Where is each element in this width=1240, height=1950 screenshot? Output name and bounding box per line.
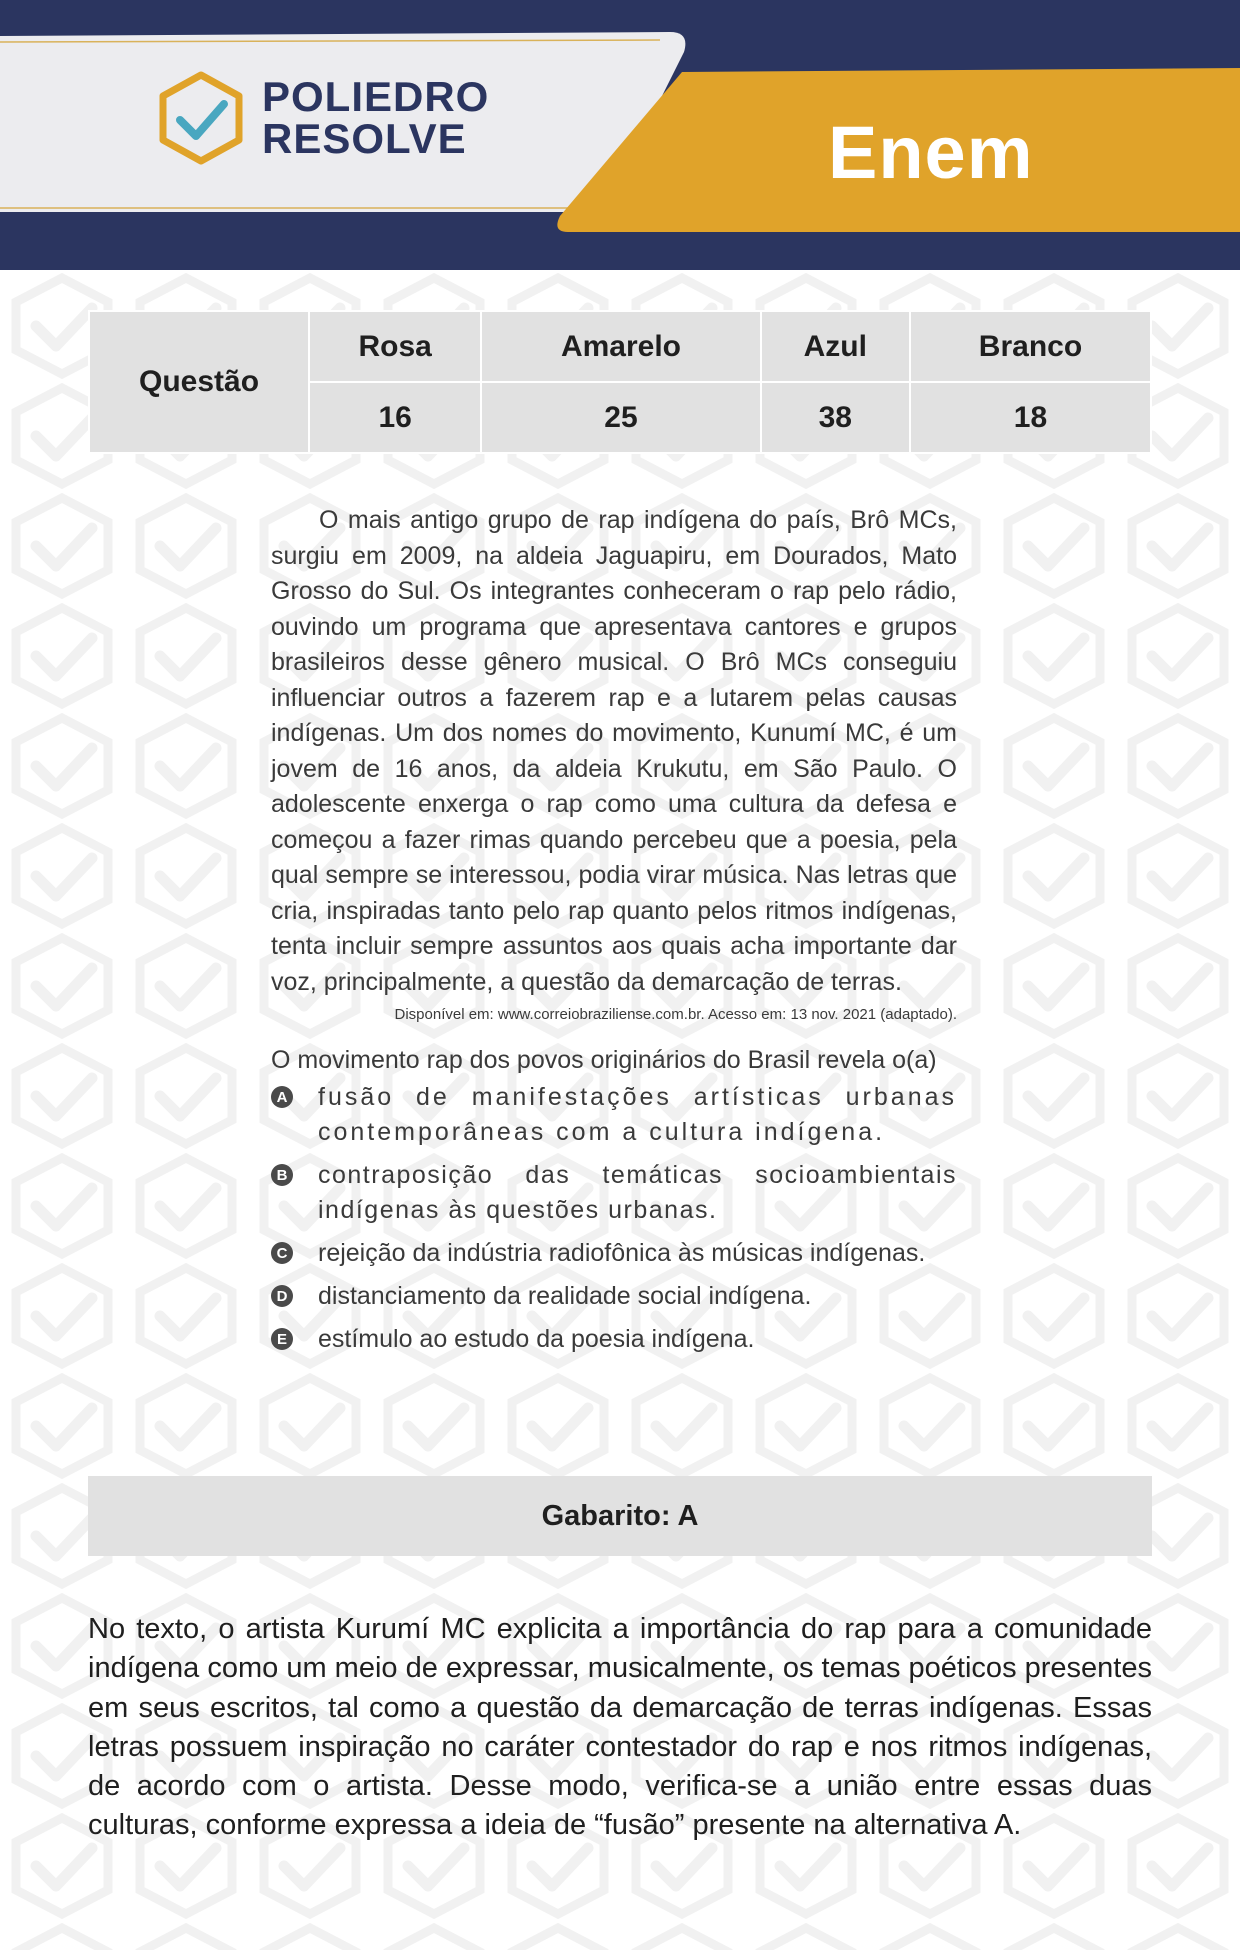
number-branco: 18 (910, 382, 1151, 453)
hexagon-check-icon (158, 70, 244, 166)
number-rosa: 16 (309, 382, 481, 453)
column-rosa: Rosa (309, 311, 481, 382)
alternative-d-text: distanciamento da realidade social indígena. (318, 1282, 812, 1310)
number-amarelo: 25 (481, 382, 760, 453)
alternative-b (271, 1158, 957, 1228)
answer-key: Gabarito: A (88, 1476, 1152, 1556)
question-label: Questão (89, 311, 309, 453)
brand-line1: POLIEDRO (262, 73, 490, 120)
number-azul: 38 (761, 382, 910, 453)
page-header (0, 0, 1240, 270)
column-azul: Azul (761, 311, 910, 382)
alternative-e (271, 1322, 957, 1357)
brand-line2: RESOLVE (262, 115, 467, 162)
answer-explanation: No texto, o artista Kurumí MC explicita a importância do rap para a comunidade indígena como um meio de expressar, musicalmente, os temas poéticos presentes em seus escritos, tal como a questão da demarcação de terras indígenas. Essas letras possuem inspiração no caráter contestador do rap e nos ritmos indígenas, de acordo com o artista. Desse modo, verifica-se a união entre essas duas culturas, conforme expressa a ideia de “fusão” presente na alternativa A. (88, 1613, 1152, 1842)
brand (158, 70, 489, 166)
column-branco: Branco (910, 311, 1151, 382)
alternative-d (271, 1279, 957, 1314)
letter-a-icon: A (271, 1086, 293, 1108)
letter-d-icon: D (271, 1285, 293, 1307)
question-table (88, 310, 1152, 454)
question-passage: O mais antigo grupo de rap indígena do país, Brô MCs, surgiu em 2009, na aldeia Jaguapiru, em Dourados, Mato Grosso do Sul. Os integrantes conheceram o rap pelo rádio, ouvindo um programa que apresentava cantores e grupos brasileiros desse gênero musical. O Brô MCs conseguiu influenciar outros a fazerem rap e a lutarem pelas causas indígenas. Um dos nomes do movimento, Kunumí MC, é um jovem de 16 anos, da aldeia Krukutu, em São Paulo. O adolescente enxerga o rap como uma cultura da defesa e começou a fazer rimas quando percebeu que a poesia, pela qual sempre se interessou, podia virar música. Nas letras que cria, inspiradas tanto pelo rap quanto pelos ritmos indígenas, tenta incluir sempre assuntos aos quais acha importante dar voz, principalmente, a questão da demarcação de terras. (271, 506, 957, 996)
alternative-c (271, 1236, 957, 1271)
alternative-a-text: fusão de manifestações artísticas urbanas contemporâneas com a cultura indígena. (318, 1083, 957, 1146)
question-prompt: O movimento rap dos povos originários do Brasil revela o(a) (271, 1046, 937, 1074)
letter-b-icon: B (271, 1164, 293, 1186)
alternative-b-text: contraposição das temáticas socioambientais indígenas às questões urbanas. (318, 1161, 957, 1224)
letter-c-icon: C (271, 1242, 293, 1264)
passage-source: Disponível em: www.correiobraziliense.com.br. Acesso em: 13 nov. 2021 (adaptado). (394, 1006, 957, 1023)
question-block (271, 503, 957, 1365)
column-amarelo: Amarelo (481, 311, 760, 382)
letter-e-icon: E (271, 1328, 293, 1350)
alternative-a (271, 1080, 957, 1150)
alternative-c-text: rejeição da indústria radiofônica às músicas indígenas. (318, 1239, 926, 1267)
alternative-e-text: estímulo ao estudo da poesia indígena. (318, 1325, 755, 1353)
exam-title: Enem (828, 111, 1034, 194)
